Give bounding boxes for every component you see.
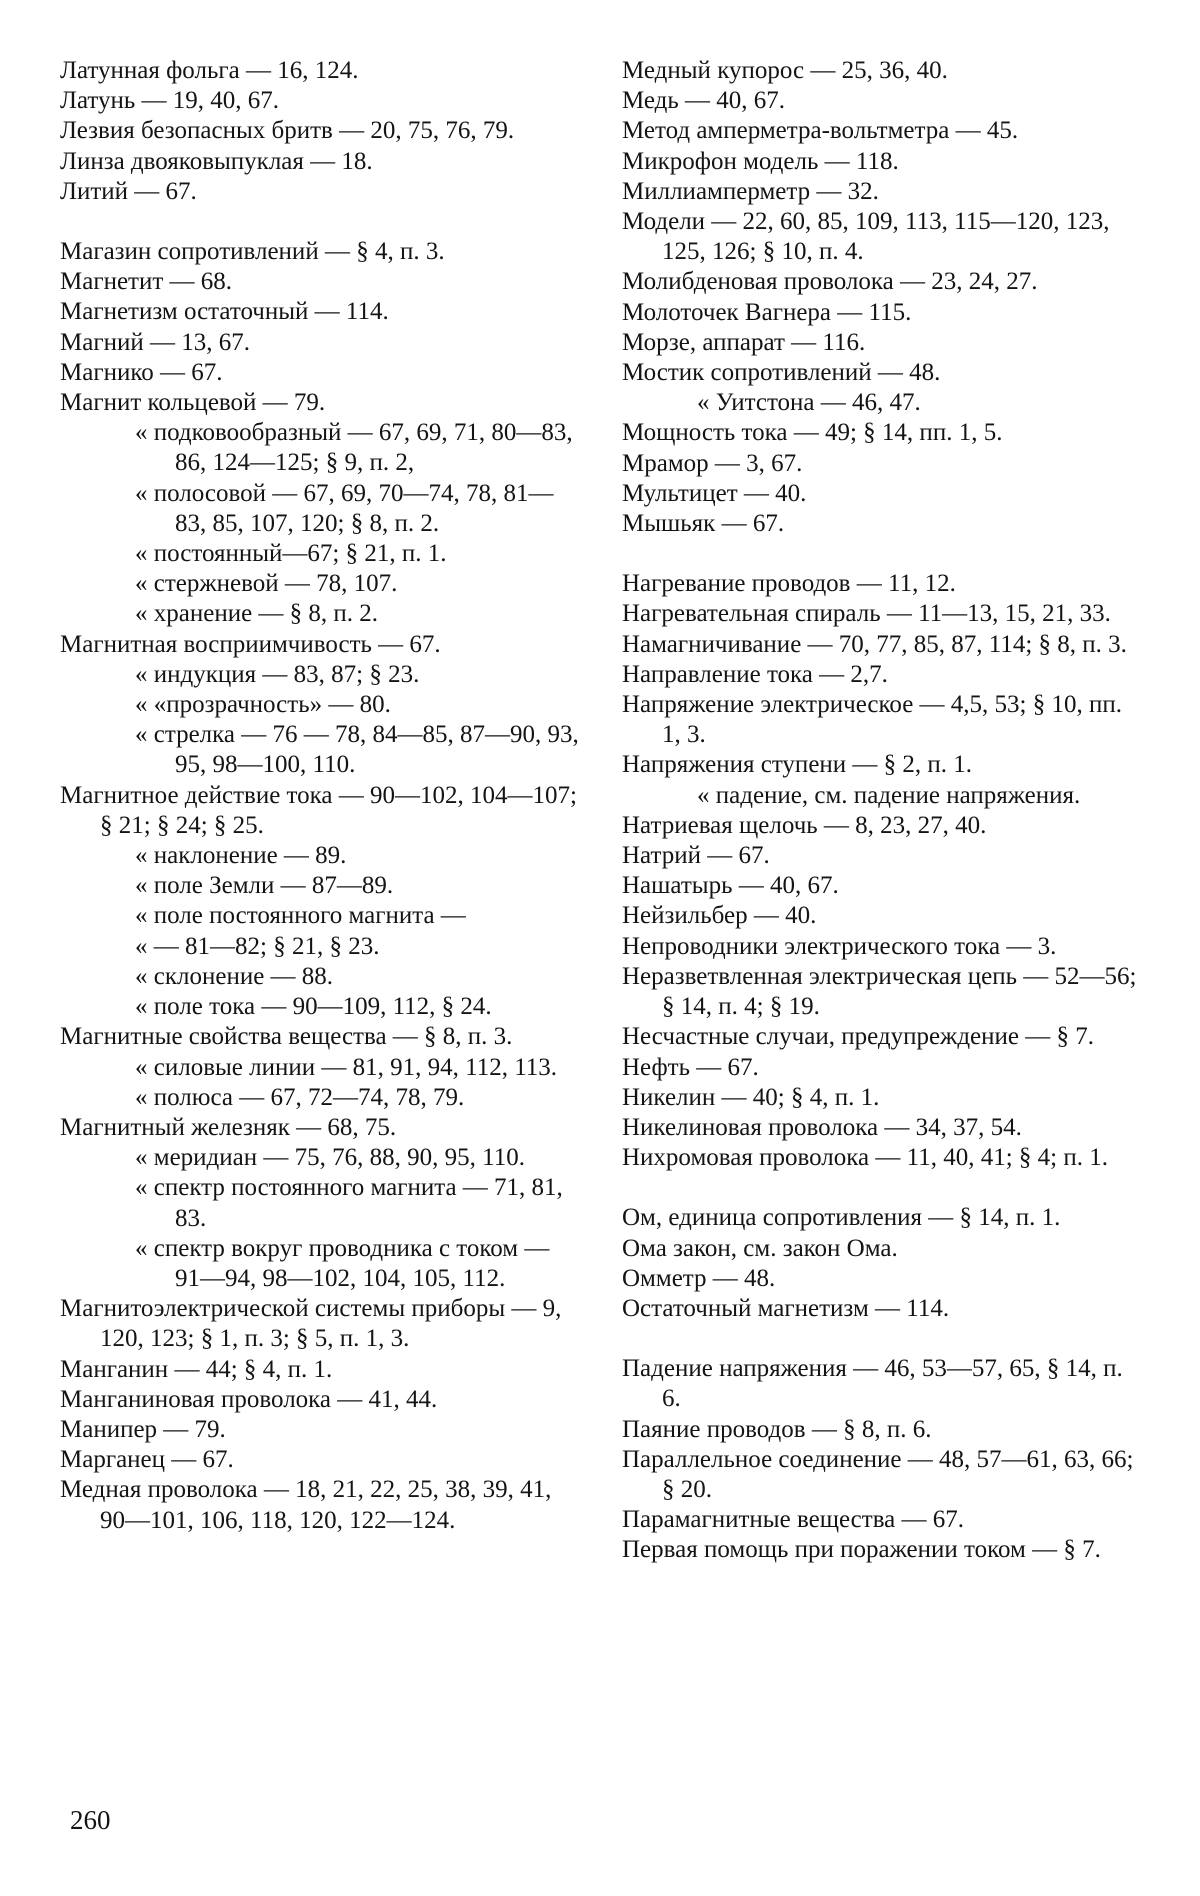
- index-subentry: « силовые линии — 81, 91, 94, 112, 113.: [135, 1053, 558, 1081]
- index-entry: Нефть — 67.: [622, 1053, 759, 1081]
- index-entry: Марганец — 67.: [60, 1446, 234, 1474]
- index-entry: Парамагнитные вещества — 67.: [622, 1506, 965, 1534]
- index-subentry: « падение, см. падение напряжения.: [697, 781, 1081, 809]
- index-column-right: [622, 56, 1142, 1566]
- index-entry: Нашатырь — 40, 67.: [622, 872, 839, 900]
- index-entry: Морзе, аппарат — 116.: [622, 328, 866, 356]
- index-entry: Остаточный магнетизм — 114.: [622, 1294, 950, 1322]
- index-entry: Направление тока — 2,7.: [622, 660, 888, 688]
- index-subentry: « наклонение — 89.: [135, 842, 347, 870]
- index-subentry: « — 81—82; § 21, § 23.: [135, 932, 380, 960]
- index-subentry: « поле тока — 90—109, 112, § 24.: [135, 993, 492, 1021]
- index-entry: Нихромовая проволока — 11, 40, 41; § 4; п. 1.: [622, 1144, 1108, 1172]
- index-entry: Омметр — 48.: [622, 1264, 776, 1292]
- index-entry: Магнитное действие тока — 90—102, 104—107; § 21; § 24; § 25.: [60, 781, 577, 839]
- index-entry: Несчастные случаи, предупреждение — § 7.: [622, 1023, 1094, 1051]
- index-entry: Мышьяк — 67.: [622, 510, 785, 538]
- section-gap: [622, 1324, 1142, 1354]
- index-subentry: « спектр вокруг проводника с током — 91—94, 98—102, 104, 105, 112.: [135, 1234, 550, 1292]
- page-number: 260: [70, 1805, 111, 1835]
- index-entry: Ома закон, см. закон Ома.: [622, 1234, 898, 1262]
- index-entry: Молибденовая проволока — 23, 24, 27.: [622, 268, 1038, 296]
- section-gap: [60, 207, 580, 237]
- index-entry: Латунная фольга — 16, 124.: [60, 57, 359, 84]
- index-entry: Магнитоэлектрической системы приборы — 9, 120, 123; § 1, п. 3; § 5, п. 1, 3.: [60, 1295, 562, 1353]
- index-entry: Нагревание проводов — 11, 12.: [622, 570, 956, 598]
- index-subentry: « стержневой — 78, 107.: [135, 570, 398, 598]
- index-entry: Магнит кольцевой — 79.: [60, 389, 326, 417]
- index-subentry: « полосовой — 67, 69, 70—74, 78, 81—83, 85, 107, 120; § 8, п. 2.: [135, 479, 554, 537]
- index-entry: Медь — 40, 67.: [622, 87, 786, 115]
- index-subentry: « хранение — § 8, п. 2.: [135, 600, 379, 628]
- index-entry: Магнитные свойства вещества — § 8, п. 3.: [60, 1023, 513, 1051]
- index-entry: Магнитный железняк — 68, 75.: [60, 1113, 397, 1141]
- index-subentry: « стрелка — 76 — 78, 84—85, 87—90, 93, 95, 98—100, 110.: [135, 721, 579, 779]
- index-entry: Линза двояковыпуклая — 18.: [60, 147, 373, 175]
- index-subentry: « «прозрачность» — 80.: [135, 691, 391, 719]
- index-entry: Медный купорос — 25, 36, 40.: [622, 57, 948, 84]
- index-entry: Мощность тока — 49; § 14, пп. 1, 5.: [622, 419, 1003, 447]
- index-entry: Магазин сопротивлений — § 4, п. 3.: [60, 238, 445, 266]
- index-entry: Манипер — 79.: [60, 1415, 226, 1443]
- index-entry: Магнитная восприимчивость — 67.: [60, 630, 441, 658]
- index-entry: Латунь — 19, 40, 67.: [60, 87, 280, 115]
- index-subentry: « поле постоянного магнита —: [135, 902, 466, 930]
- index-entry: Молоточек Вагнера — 115.: [622, 298, 912, 326]
- index-entry: Ом, единица сопротивления — § 14, п. 1.: [622, 1204, 1061, 1232]
- index-entry: Магнико — 67.: [60, 358, 223, 386]
- index-subentry: « спектр постоянного магнита — 71, 81, 83.: [135, 1174, 563, 1232]
- index-entry: Литий — 67.: [60, 177, 197, 205]
- index-entry: Миллиамперметр — 32.: [622, 177, 879, 205]
- index-subentry: « постоянный—67; § 21, п. 1.: [135, 540, 447, 568]
- index-entry: Первая помощь при поражении током — § 7.: [622, 1536, 1101, 1564]
- index-column-left: [60, 56, 580, 1536]
- index-entry: Магнетизм остаточный — 114.: [60, 298, 389, 326]
- index-entry: Никелиновая проволока — 34, 37, 54.: [622, 1113, 1022, 1141]
- index-subentry: « меридиан — 75, 76, 88, 90, 95, 110.: [135, 1144, 525, 1172]
- index-subentry: « полюса — 67, 72—74, 78, 79.: [135, 1083, 465, 1111]
- index-entry: Непроводники электрического тока — 3.: [622, 932, 1057, 960]
- index-entry: Мультицет — 40.: [622, 479, 807, 507]
- index-entry: Манганин — 44; § 4, п. 1.: [60, 1355, 333, 1383]
- index-entry: Неразветвленная электрическая цепь — 52—56; § 14, п. 4; § 19.: [622, 962, 1137, 1021]
- index-subentry: « индукция — 83, 87; § 23.: [135, 660, 420, 688]
- section-gap: [622, 1173, 1142, 1203]
- index-entry: Падение напряжения — 46, 53—57, 65, § 14, п. 6.: [622, 1355, 1123, 1413]
- index-entry: Паяние проводов — § 8, п. 6.: [622, 1415, 932, 1443]
- index-entry: Натрий — 67.: [622, 842, 770, 870]
- index-subentry: « склонение — 88.: [135, 962, 334, 990]
- index-entry: Модели — 22, 60, 85, 109, 113, 115—120, 123, 125, 126; § 10, п. 4.: [622, 208, 1110, 266]
- section-gap: [622, 539, 1142, 569]
- index-entry: Манганиновая проволока — 41, 44.: [60, 1385, 438, 1413]
- index-entry: Магний — 13, 67.: [60, 328, 250, 356]
- index-entry: Намагничивание — 70, 77, 85, 87, 114; § 8, п. 3.: [622, 630, 1127, 658]
- index-entry: Медная проволока — 18, 21, 22, 25, 38, 39, 41, 90—101, 106, 118, 120, 122—124.: [60, 1476, 552, 1534]
- index-entry: Нейзильбер — 40.: [622, 902, 817, 930]
- index-entry: Параллельное соединение — 48, 57—61, 63, 66; § 20.: [622, 1445, 1134, 1503]
- index-subentry: « Уитстона — 46, 47.: [697, 389, 921, 417]
- index-entry: Нагревательная спираль — 11—13, 15, 21, 33.: [622, 600, 1111, 628]
- index-entry: Метод амперметра-вольтметра — 45.: [622, 117, 1019, 145]
- index-entry: Натриевая щелочь — 8, 23, 27, 40.: [622, 811, 987, 839]
- index-entry: Микрофон модель — 118.: [622, 147, 899, 175]
- index-entry: Лезвия безопасных бритв — 20, 75, 76, 79.: [60, 117, 515, 145]
- index-entry: Магнетит — 68.: [60, 268, 233, 296]
- index-entry: Напряжения ступени — § 2, п. 1.: [622, 751, 973, 779]
- index-entry: Никелин — 40; § 4, п. 1.: [622, 1083, 880, 1111]
- index-subentry: « подковообразный — 67, 69, 71, 80—83, 86, 124—125; § 9, п. 2,: [135, 419, 573, 477]
- index-entry: Мостик сопротивлений — 48.: [622, 359, 941, 387]
- index-subentry: « поле Земли — 87—89.: [135, 872, 394, 900]
- index-entry: Напряжение электрическое — 4,5, 53; § 10, пп. 1, 3.: [622, 691, 1122, 749]
- index-entry: Мрамор — 3, 67.: [622, 449, 803, 477]
